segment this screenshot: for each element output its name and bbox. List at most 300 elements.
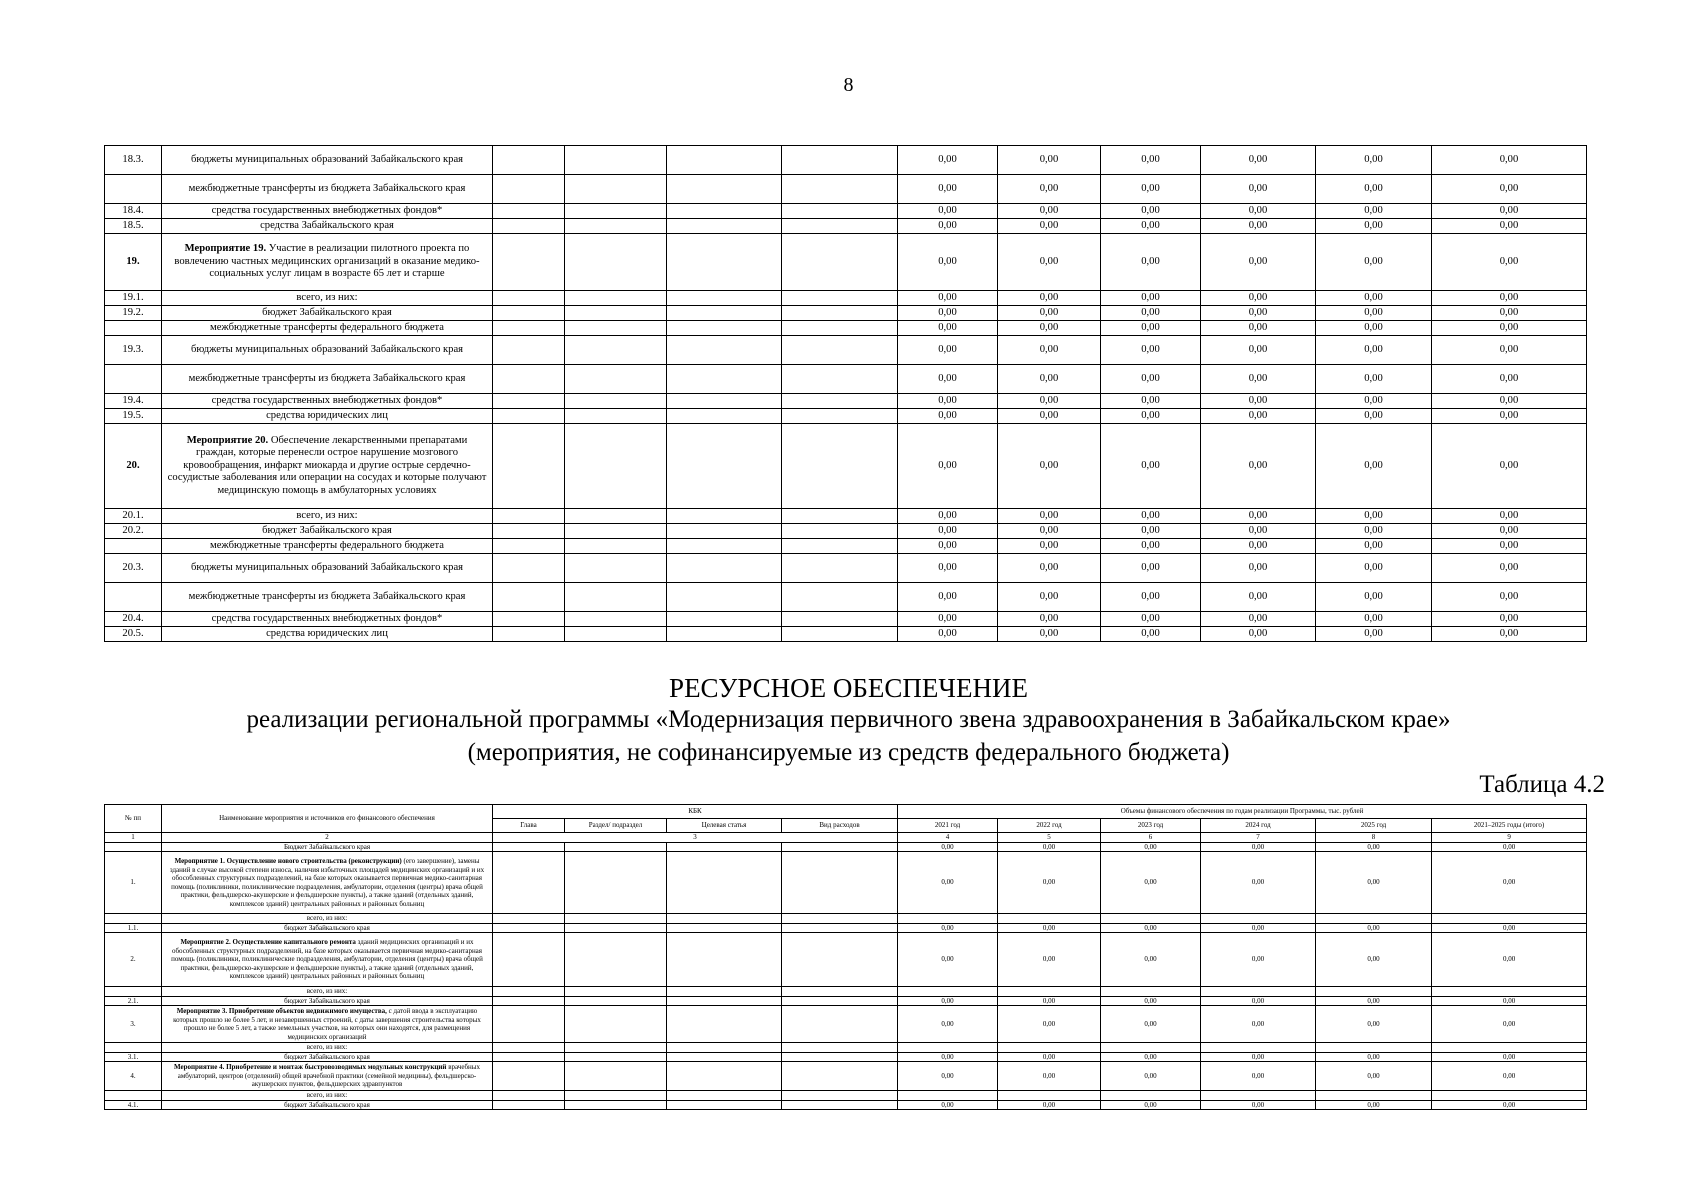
row-name-text: средства юридических лиц: [266, 409, 388, 421]
kbk-cell: [565, 365, 667, 394]
value-cell: 0,00: [1316, 627, 1432, 642]
row-name-text: бюджеты муниципальных образований Забайкальского края: [190, 343, 464, 355]
row-name-text: межбюджетные трансферты из бюджета Забайкальского края: [188, 590, 466, 602]
row-name: [162, 1100, 493, 1110]
value-cell: 0,00: [1316, 291, 1432, 306]
value-cell: 0,00: [1316, 612, 1432, 627]
kbk-cell: [667, 852, 782, 914]
value-cell: 0,00: [1201, 175, 1316, 204]
value-cell: 0,00: [1432, 365, 1587, 394]
kbk-cell: [565, 539, 667, 554]
kbk-cell: [667, 842, 782, 852]
value-cell: 0,00: [1432, 321, 1587, 336]
value-cell: 0,00: [1316, 509, 1432, 524]
row-name-text: всего, из них:: [296, 291, 358, 303]
kbk-cell: [667, 291, 782, 306]
header-num: № пп: [105, 805, 162, 833]
row-name: [162, 204, 493, 219]
value-cell: 0,00: [998, 842, 1101, 852]
kbk-cell: [782, 923, 898, 933]
value-cell: 0,00: [1101, 852, 1201, 914]
row-name-text: Участие в реализации пилотного проекта по вовлечению частных медицинских организаций в оказание медико-социальных услуг лицам в возрасте 65 лет и старше: [174, 243, 480, 280]
kbk-cell: [565, 914, 667, 924]
kbk-cell: [667, 1052, 782, 1062]
row-number: 19.3.: [105, 336, 162, 365]
kbk-cell: [493, 524, 565, 539]
row-number: [105, 1043, 162, 1053]
row-name-text: средства Забайкальского края: [260, 219, 394, 231]
value-cell: 0,00: [898, 612, 998, 627]
row-name: [162, 365, 493, 394]
row-name: [162, 394, 493, 409]
kbk-cell: [565, 291, 667, 306]
kbk-cell: [667, 1100, 782, 1110]
kbk-cell: [667, 933, 782, 987]
value-cell: [898, 914, 998, 924]
kbk-cell: [493, 996, 565, 1006]
kbk-cell: [493, 987, 565, 997]
value-cell: 0,00: [1316, 554, 1432, 583]
row-name-bold: Мероприятие 2. Осуществление капитального ремонта: [180, 938, 356, 947]
kbk-cell: [493, 306, 565, 321]
kbk-cell: [565, 987, 667, 997]
kbk-cell: [782, 583, 898, 612]
row-name: [162, 321, 493, 336]
table-row: [105, 539, 1587, 554]
value-cell: 0,00: [1432, 175, 1587, 204]
kbk-cell: [493, 627, 565, 642]
row-name: [162, 175, 493, 204]
row-name-text: бюджеты муниципальных образований Забайкальского края: [190, 153, 464, 165]
row-number: 20.: [105, 424, 162, 509]
kbk-cell: [493, 1062, 565, 1091]
kbk-cell: [782, 996, 898, 1006]
row-name-text: бюджет Забайкальского края: [262, 524, 392, 536]
row-name-text: бюджет Забайкальского края: [284, 996, 370, 1005]
row-name: [162, 1062, 493, 1091]
value-cell: 0,00: [998, 1100, 1101, 1110]
value-cell: 0,00: [998, 219, 1101, 234]
value-cell: 0,00: [998, 204, 1101, 219]
kbk-cell: [782, 524, 898, 539]
value-cell: 0,00: [998, 424, 1101, 509]
table-row: [105, 234, 1587, 291]
value-cell: [1432, 914, 1587, 924]
row-name: [162, 306, 493, 321]
kbk-cell: [565, 409, 667, 424]
index-cell: 6: [1101, 833, 1201, 843]
header-volumes: Объемы финансового обеспечения по годам реализации Программы, тыс. рублей: [898, 805, 1587, 819]
value-cell: 0,00: [1316, 1062, 1432, 1091]
value-cell: 0,00: [1432, 424, 1587, 509]
value-cell: 0,00: [1316, 583, 1432, 612]
value-cell: 0,00: [1316, 852, 1432, 914]
value-cell: 0,00: [1316, 234, 1432, 291]
kbk-cell: [565, 234, 667, 291]
value-cell: 0,00: [998, 1062, 1101, 1091]
value-cell: 0,00: [1201, 554, 1316, 583]
budget-label: Бюджет Забайкальского края: [162, 842, 493, 852]
row-name: [162, 424, 493, 509]
kbk-cell: [667, 627, 782, 642]
kbk-cell: [493, 1043, 565, 1053]
value-cell: 0,00: [1101, 1006, 1201, 1043]
row-name: [162, 1043, 493, 1053]
value-cell: 0,00: [1316, 146, 1432, 175]
value-cell: 0,00: [898, 509, 998, 524]
row-name: [162, 583, 493, 612]
row-name-text: Обеспечение лекарственными препаратами граждан, которые перенесли острое нарушение мозгового кровообращения, инфаркт миокарда и другие острые сердечно-сосудистые заболевания или операции на сосудах и которые получают медицинскую помощь в амбулаторных условиях: [167, 434, 487, 496]
table-row: [105, 306, 1587, 321]
row-name-text: (его завершение), замены зданий в случае высокой степени износа, наличия избыточных площадей медицинских организаций и их обособленных структурных подразделений, на базе которых оказывается первичная медико-санитарная помощь (поликлиники, поликлинические подразделения, амбулатории, отделения (центры) врача общей практики, фельдшерско-акушерские и фельдшерские пункты), а также зданий (отдельных зданий, комплексов зданий) центральных районных и районных больниц: [169, 857, 485, 908]
value-cell: 0,00: [1101, 175, 1201, 204]
kbk-cell: [667, 1062, 782, 1091]
value-cell: [998, 987, 1101, 997]
value-cell: 0,00: [1432, 409, 1587, 424]
row-name-text: бюджет Забайкальского края: [284, 1100, 370, 1109]
kbk-cell: [667, 583, 782, 612]
value-cell: 0,00: [1432, 923, 1587, 933]
value-cell: 0,00: [998, 933, 1101, 987]
value-cell: 0,00: [1201, 234, 1316, 291]
value-cell: 0,00: [998, 291, 1101, 306]
kbk-cell: [565, 321, 667, 336]
value-cell: 0,00: [1201, 1062, 1316, 1091]
row-name-text: средства государственных внебюджетных фондов*: [211, 394, 443, 406]
value-cell: [1316, 1043, 1432, 1053]
table-row: [105, 1062, 1587, 1091]
row-name: [162, 219, 493, 234]
value-cell: 0,00: [898, 394, 998, 409]
kbk-cell: [565, 306, 667, 321]
value-cell: 0,00: [898, 219, 998, 234]
row-name-bold: Мероприятие 1. Осуществление нового строительства (реконструкции): [174, 857, 402, 865]
row-name-text: средства юридических лиц: [266, 627, 388, 639]
value-cell: 0,00: [1316, 336, 1432, 365]
kbk-cell: [667, 394, 782, 409]
table-row: [105, 219, 1587, 234]
kbk-cell: [667, 914, 782, 924]
value-cell: 0,00: [898, 204, 998, 219]
value-cell: 0,00: [1201, 923, 1316, 933]
value-cell: 0,00: [1201, 583, 1316, 612]
budget-row: [105, 842, 1587, 852]
value-cell: 0,00: [998, 175, 1101, 204]
value-cell: 0,00: [998, 852, 1101, 914]
row-number: [105, 1091, 162, 1101]
value-cell: 0,00: [898, 923, 998, 933]
row-name: [162, 923, 493, 933]
value-cell: 0,00: [1316, 204, 1432, 219]
table-row: [105, 914, 1587, 924]
kbk-cell: [667, 1006, 782, 1043]
value-cell: [1101, 1091, 1201, 1101]
value-cell: [1432, 1043, 1587, 1053]
value-cell: 0,00: [1316, 1006, 1432, 1043]
kbk-cell: [493, 394, 565, 409]
table-row: [105, 321, 1587, 336]
row-number: 4.1.: [105, 1100, 162, 1110]
row-name-text: межбюджетные трансферты федерального бюджета: [210, 539, 444, 551]
row-number: 20.3.: [105, 554, 162, 583]
value-cell: 0,00: [1201, 146, 1316, 175]
value-cell: 0,00: [1201, 336, 1316, 365]
kbk-cell: [667, 219, 782, 234]
kbk-cell: [565, 146, 667, 175]
row-number: [105, 321, 162, 336]
table-row: [105, 1043, 1587, 1053]
value-cell: 0,00: [1201, 204, 1316, 219]
kbk-cell: [493, 336, 565, 365]
value-cell: 0,00: [998, 583, 1101, 612]
value-cell: 0,00: [1201, 509, 1316, 524]
value-cell: 0,00: [1316, 524, 1432, 539]
kbk-cell: [493, 842, 565, 852]
value-cell: 0,00: [1201, 627, 1316, 642]
row-name: [162, 933, 493, 987]
value-cell: [998, 1043, 1101, 1053]
value-cell: 0,00: [998, 336, 1101, 365]
value-cell: 0,00: [998, 394, 1101, 409]
value-cell: 0,00: [898, 175, 998, 204]
value-cell: 0,00: [998, 365, 1101, 394]
kbk-cell: [667, 996, 782, 1006]
kbk-cell: [782, 306, 898, 321]
value-cell: 0,00: [1432, 1052, 1587, 1062]
row-number: [105, 539, 162, 554]
kbk-cell: [493, 291, 565, 306]
row-name-text: всего, из них:: [296, 509, 358, 521]
kbk-cell: [667, 923, 782, 933]
row-name: [162, 291, 493, 306]
row-number: 19.1.: [105, 291, 162, 306]
header-2025: 2025 год: [1316, 819, 1432, 833]
value-cell: 0,00: [1432, 524, 1587, 539]
value-cell: [898, 987, 998, 997]
row-number: 1.: [105, 852, 162, 914]
kbk-cell: [493, 1006, 565, 1043]
value-cell: 0,00: [898, 306, 998, 321]
kbk-cell: [782, 291, 898, 306]
table-row: [105, 1006, 1587, 1043]
kbk-cell: [782, 1062, 898, 1091]
kbk-cell: [493, 234, 565, 291]
value-cell: 0,00: [898, 996, 998, 1006]
kbk-cell: [782, 539, 898, 554]
row-name-text: межбюджетные трансферты из бюджета Забайкальского края: [188, 182, 466, 194]
resource-note: (мероприятия, не софинансируемые из средств федерального бюджета): [467, 739, 1230, 766]
value-cell: 0,00: [898, 524, 998, 539]
kbk-cell: [667, 146, 782, 175]
value-cell: 0,00: [1316, 306, 1432, 321]
value-cell: [1316, 1091, 1432, 1101]
kbk-cell: [782, 914, 898, 924]
kbk-cell: [493, 539, 565, 554]
value-cell: 0,00: [1201, 1006, 1316, 1043]
table-row: [105, 204, 1587, 219]
value-cell: 0,00: [998, 627, 1101, 642]
value-cell: [1101, 987, 1201, 997]
kbk-cell: [782, 1043, 898, 1053]
row-number: 18.4.: [105, 204, 162, 219]
header-2023: 2023 год: [1101, 819, 1201, 833]
kbk-cell: [782, 1052, 898, 1062]
value-cell: 0,00: [1316, 219, 1432, 234]
value-cell: 0,00: [898, 424, 998, 509]
row-name: [162, 1091, 493, 1101]
row-name-text: зданий медицинских организаций и их обособленных структурных подразделений, на базе которых оказывается первичная медико-санитарная помощь (поликлиники, поликлинические подразделения, амбулатории, отделения (центры) врача общей практики, фельдшерско-акушерские и фельдшерские пункты), а также зданий (отдельных зданий, комплексов зданий) центральных районных и районных больниц: [171, 938, 483, 981]
header-kbk: КБК: [493, 805, 898, 819]
row-number: [105, 842, 162, 852]
header-2024: 2024 год: [1201, 819, 1316, 833]
kbk-cell: [493, 612, 565, 627]
kbk-cell: [493, 1052, 565, 1062]
kbk-cell: [782, 627, 898, 642]
value-cell: 0,00: [1432, 1100, 1587, 1110]
kbk-cell: [667, 539, 782, 554]
row-number: 3.1.: [105, 1052, 162, 1062]
kbk-cell: [782, 336, 898, 365]
value-cell: 0,00: [1316, 1100, 1432, 1110]
kbk-cell: [782, 219, 898, 234]
kbk-cell: [667, 424, 782, 509]
value-cell: 0,00: [1201, 219, 1316, 234]
value-cell: 0,00: [1432, 291, 1587, 306]
value-cell: 0,00: [1432, 554, 1587, 583]
value-cell: 0,00: [998, 1052, 1101, 1062]
row-number: 20.2.: [105, 524, 162, 539]
header-section: Раздел/ подраздел: [565, 819, 667, 833]
value-cell: 0,00: [1432, 612, 1587, 627]
kbk-cell: [493, 321, 565, 336]
value-cell: 0,00: [1432, 509, 1587, 524]
kbk-cell: [565, 509, 667, 524]
upper-funding-table: [104, 145, 1587, 642]
value-cell: 0,00: [998, 554, 1101, 583]
row-name-text: врачебных амбулаторий, центров (отделений) общей врачебной практики (семейной медицины), фельдшерско-акушерских пунктов, фельдшерских здравпунктов: [177, 1063, 480, 1089]
value-cell: 0,00: [1432, 933, 1587, 987]
value-cell: 0,00: [898, 1100, 998, 1110]
kbk-cell: [565, 1062, 667, 1091]
value-cell: 0,00: [1101, 627, 1201, 642]
row-name: [162, 409, 493, 424]
row-number: 20.5.: [105, 627, 162, 642]
value-cell: 0,00: [898, 842, 998, 852]
value-cell: 0,00: [1201, 365, 1316, 394]
value-cell: 0,00: [1101, 524, 1201, 539]
kbk-cell: [782, 321, 898, 336]
kbk-cell: [782, 1006, 898, 1043]
value-cell: 0,00: [898, 321, 998, 336]
kbk-cell: [667, 524, 782, 539]
value-cell: 0,00: [1101, 612, 1201, 627]
value-cell: 0,00: [1101, 933, 1201, 987]
kbk-cell: [667, 336, 782, 365]
value-cell: [1316, 987, 1432, 997]
value-cell: 0,00: [1432, 306, 1587, 321]
value-cell: [1432, 1091, 1587, 1101]
row-number: 18.3.: [105, 146, 162, 175]
header-target: Целевая статья: [667, 819, 782, 833]
row-number: 18.5.: [105, 219, 162, 234]
kbk-cell: [493, 852, 565, 914]
row-number: [105, 987, 162, 997]
value-cell: 0,00: [898, 539, 998, 554]
value-cell: 0,00: [1316, 1052, 1432, 1062]
value-cell: 0,00: [1316, 842, 1432, 852]
value-cell: 0,00: [1101, 996, 1201, 1006]
page-number: 8: [843, 74, 854, 96]
row-number: 2.1.: [105, 996, 162, 1006]
value-cell: 0,00: [1101, 923, 1201, 933]
value-cell: 0,00: [1432, 336, 1587, 365]
value-cell: 0,00: [898, 933, 998, 987]
row-number: 1.1.: [105, 923, 162, 933]
kbk-cell: [493, 583, 565, 612]
value-cell: 0,00: [1316, 175, 1432, 204]
value-cell: 0,00: [1432, 996, 1587, 1006]
table-row: [105, 291, 1587, 306]
kbk-cell: [565, 219, 667, 234]
value-cell: 0,00: [1101, 394, 1201, 409]
kbk-cell: [565, 612, 667, 627]
kbk-cell: [493, 365, 565, 394]
kbk-cell: [565, 1006, 667, 1043]
index-cell: 9: [1432, 833, 1587, 843]
row-name: [162, 509, 493, 524]
kbk-cell: [565, 524, 667, 539]
row-name: [162, 539, 493, 554]
value-cell: 0,00: [898, 146, 998, 175]
kbk-cell: [493, 554, 565, 583]
kbk-cell: [667, 509, 782, 524]
table-row: [105, 409, 1587, 424]
value-cell: [1316, 914, 1432, 924]
row-number: 19.: [105, 234, 162, 291]
value-cell: 0,00: [998, 539, 1101, 554]
value-cell: 0,00: [998, 409, 1101, 424]
row-number: 2.: [105, 933, 162, 987]
kbk-cell: [565, 175, 667, 204]
value-cell: 0,00: [1101, 424, 1201, 509]
kbk-cell: [493, 509, 565, 524]
row-name: [162, 627, 493, 642]
row-name: [162, 146, 493, 175]
kbk-cell: [667, 204, 782, 219]
table-row: [105, 509, 1587, 524]
value-cell: 0,00: [1432, 394, 1587, 409]
value-cell: [998, 914, 1101, 924]
row-name: [162, 336, 493, 365]
row-name-text: бюджет Забайкальского края: [284, 923, 370, 932]
index-cell: 8: [1316, 833, 1432, 843]
value-cell: [1201, 914, 1316, 924]
value-cell: 0,00: [1101, 336, 1201, 365]
kbk-cell: [667, 554, 782, 583]
row-name-text: межбюджетные трансферты федерального бюджета: [210, 321, 444, 333]
value-cell: 0,00: [998, 923, 1101, 933]
value-cell: 0,00: [1201, 321, 1316, 336]
kbk-cell: [667, 365, 782, 394]
value-cell: 0,00: [1101, 539, 1201, 554]
value-cell: 0,00: [1101, 1062, 1201, 1091]
value-cell: 0,00: [998, 524, 1101, 539]
kbk-cell: [782, 175, 898, 204]
value-cell: 0,00: [898, 234, 998, 291]
value-cell: 0,00: [1201, 933, 1316, 987]
table-row: [105, 852, 1587, 914]
value-cell: 0,00: [898, 583, 998, 612]
